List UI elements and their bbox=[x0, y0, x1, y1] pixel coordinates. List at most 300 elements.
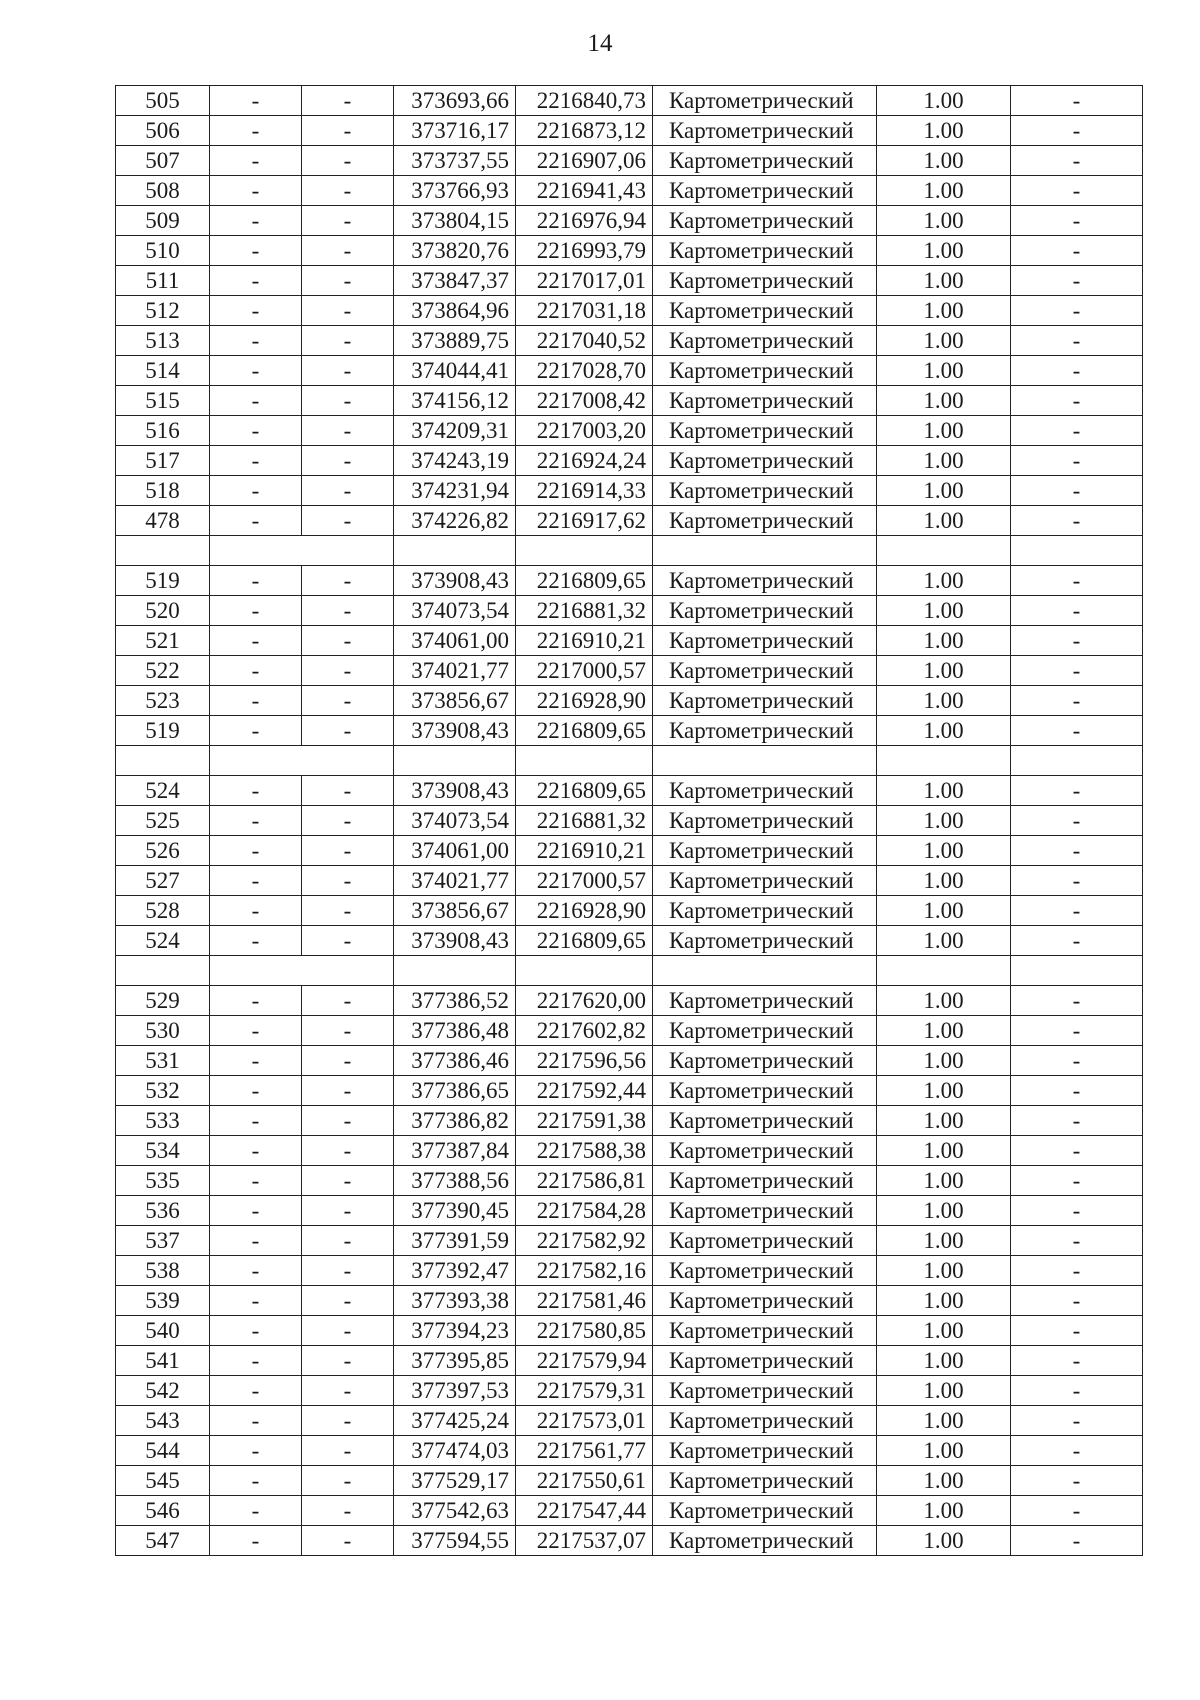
note-cell: - bbox=[1011, 986, 1143, 1016]
note-cell: - bbox=[1011, 1166, 1143, 1196]
y-coordinate-cell: 2217580,85 bbox=[516, 1316, 653, 1346]
point-number-cell: 529 bbox=[116, 986, 210, 1016]
dash-cell: - bbox=[302, 236, 394, 266]
y-coordinate-cell: 2216917,62 bbox=[516, 506, 653, 536]
dash-cell: - bbox=[302, 1406, 394, 1436]
empty-cell bbox=[653, 956, 877, 986]
note-cell: - bbox=[1011, 1226, 1143, 1256]
point-number-cell: 538 bbox=[116, 1256, 210, 1286]
method-cell: Картометрический bbox=[653, 1496, 877, 1526]
y-coordinate-cell: 2217008,42 bbox=[516, 386, 653, 416]
method-cell: Картометрический bbox=[653, 1436, 877, 1466]
method-cell: Картометрический bbox=[653, 926, 877, 956]
x-coordinate-cell: 374156,12 bbox=[394, 386, 516, 416]
note-cell: - bbox=[1011, 566, 1143, 596]
point-number-cell: 534 bbox=[116, 1136, 210, 1166]
table-row bbox=[116, 1406, 1143, 1436]
point-number-cell: 536 bbox=[116, 1196, 210, 1226]
accuracy-cell: 1.00 bbox=[877, 446, 1011, 476]
y-coordinate-cell: 2217581,46 bbox=[516, 1286, 653, 1316]
empty-cell bbox=[394, 956, 516, 986]
dash-cell: - bbox=[302, 1376, 394, 1406]
dash-cell: - bbox=[302, 1166, 394, 1196]
table-row bbox=[116, 506, 1143, 536]
accuracy-cell: 1.00 bbox=[877, 476, 1011, 506]
table-row bbox=[116, 986, 1143, 1016]
dash-cell: - bbox=[210, 776, 302, 806]
method-cell: Картометрический bbox=[653, 716, 877, 746]
method-cell: Картометрический bbox=[653, 1346, 877, 1376]
point-number-cell: 545 bbox=[116, 1466, 210, 1496]
dash-cell: - bbox=[210, 626, 302, 656]
dash-cell: - bbox=[302, 476, 394, 506]
method-cell: Картометрический bbox=[653, 1226, 877, 1256]
y-coordinate-cell: 2217582,92 bbox=[516, 1226, 653, 1256]
dash-cell: - bbox=[210, 806, 302, 836]
y-coordinate-cell: 2217602,82 bbox=[516, 1016, 653, 1046]
accuracy-cell: 1.00 bbox=[877, 326, 1011, 356]
note-cell: - bbox=[1011, 1436, 1143, 1466]
y-coordinate-cell: 2216941,43 bbox=[516, 176, 653, 206]
method-cell: Картометрический bbox=[653, 386, 877, 416]
method-cell: Картометрический bbox=[653, 326, 877, 356]
x-coordinate-cell: 373908,43 bbox=[394, 776, 516, 806]
y-coordinate-cell: 2216910,21 bbox=[516, 626, 653, 656]
x-coordinate-cell: 373864,96 bbox=[394, 296, 516, 326]
dash-cell: - bbox=[302, 326, 394, 356]
y-coordinate-cell: 2217000,57 bbox=[516, 866, 653, 896]
point-number-cell: 547 bbox=[116, 1526, 210, 1556]
note-cell: - bbox=[1011, 1136, 1143, 1166]
y-coordinate-cell: 2217537,07 bbox=[516, 1526, 653, 1556]
dash-cell: - bbox=[302, 416, 394, 446]
table-row bbox=[116, 1316, 1143, 1346]
table-row bbox=[116, 1076, 1143, 1106]
dash-cell: - bbox=[210, 176, 302, 206]
method-cell: Картометрический bbox=[653, 1016, 877, 1046]
x-coordinate-cell: 377386,82 bbox=[394, 1106, 516, 1136]
table-row bbox=[116, 266, 1143, 296]
note-cell: - bbox=[1011, 806, 1143, 836]
accuracy-cell: 1.00 bbox=[877, 1166, 1011, 1196]
dash-cell: - bbox=[210, 1346, 302, 1376]
dash-cell: - bbox=[302, 866, 394, 896]
note-cell: - bbox=[1011, 836, 1143, 866]
x-coordinate-cell: 373737,55 bbox=[394, 146, 516, 176]
x-coordinate-cell: 377391,59 bbox=[394, 1226, 516, 1256]
dash-cell: - bbox=[210, 506, 302, 536]
x-coordinate-cell: 377386,65 bbox=[394, 1076, 516, 1106]
method-cell: Картометрический bbox=[653, 206, 877, 236]
y-coordinate-cell: 2216924,24 bbox=[516, 446, 653, 476]
y-coordinate-cell: 2216928,90 bbox=[516, 896, 653, 926]
x-coordinate-cell: 374073,54 bbox=[394, 806, 516, 836]
point-number-cell: 535 bbox=[116, 1166, 210, 1196]
y-coordinate-cell: 2217000,57 bbox=[516, 656, 653, 686]
point-number-cell: 527 bbox=[116, 866, 210, 896]
dash-cell: - bbox=[210, 986, 302, 1016]
dash-cell: - bbox=[302, 1256, 394, 1286]
x-coordinate-cell: 377542,63 bbox=[394, 1496, 516, 1526]
point-number-cell: 530 bbox=[116, 1016, 210, 1046]
point-number-cell: 521 bbox=[116, 626, 210, 656]
note-cell: - bbox=[1011, 416, 1143, 446]
method-cell: Картометрический bbox=[653, 626, 877, 656]
y-coordinate-cell: 2217579,31 bbox=[516, 1376, 653, 1406]
dash-cell: - bbox=[302, 116, 394, 146]
note-cell: - bbox=[1011, 356, 1143, 386]
dash-cell: - bbox=[210, 566, 302, 596]
empty-cell bbox=[516, 956, 653, 986]
x-coordinate-cell: 374209,31 bbox=[394, 416, 516, 446]
empty-cell bbox=[653, 536, 877, 566]
y-coordinate-cell: 2216976,94 bbox=[516, 206, 653, 236]
method-cell: Картометрический bbox=[653, 1466, 877, 1496]
point-number-cell: 510 bbox=[116, 236, 210, 266]
table-row bbox=[116, 86, 1143, 116]
method-cell: Картометрический bbox=[653, 1376, 877, 1406]
x-coordinate-cell: 377394,23 bbox=[394, 1316, 516, 1346]
note-cell: - bbox=[1011, 116, 1143, 146]
y-coordinate-cell: 2217591,38 bbox=[516, 1106, 653, 1136]
accuracy-cell: 1.00 bbox=[877, 986, 1011, 1016]
point-number-cell: 520 bbox=[116, 596, 210, 626]
method-cell: Картометрический bbox=[653, 86, 877, 116]
accuracy-cell: 1.00 bbox=[877, 206, 1011, 236]
dash-cell: - bbox=[210, 86, 302, 116]
x-coordinate-cell: 373847,37 bbox=[394, 266, 516, 296]
point-number-cell: 543 bbox=[116, 1406, 210, 1436]
y-coordinate-cell: 2217028,70 bbox=[516, 356, 653, 386]
y-coordinate-cell: 2217584,28 bbox=[516, 1196, 653, 1226]
x-coordinate-cell: 373693,66 bbox=[394, 86, 516, 116]
dash-cell: - bbox=[210, 656, 302, 686]
point-number-cell: 507 bbox=[116, 146, 210, 176]
x-coordinate-cell: 377392,47 bbox=[394, 1256, 516, 1286]
table-row bbox=[116, 866, 1143, 896]
y-coordinate-cell: 2217582,16 bbox=[516, 1256, 653, 1286]
x-coordinate-cell: 373766,93 bbox=[394, 176, 516, 206]
x-coordinate-cell: 373856,67 bbox=[394, 686, 516, 716]
method-cell: Картометрический bbox=[653, 1136, 877, 1166]
dash-cell: - bbox=[302, 986, 394, 1016]
x-coordinate-cell: 374021,77 bbox=[394, 656, 516, 686]
note-cell: - bbox=[1011, 926, 1143, 956]
x-coordinate-cell: 373804,15 bbox=[394, 206, 516, 236]
method-cell: Картометрический bbox=[653, 566, 877, 596]
dash-cell: - bbox=[302, 1226, 394, 1256]
x-coordinate-cell: 373908,43 bbox=[394, 716, 516, 746]
note-cell: - bbox=[1011, 86, 1143, 116]
dash-cell: - bbox=[302, 836, 394, 866]
empty-cell bbox=[653, 746, 877, 776]
method-cell: Картометрический bbox=[653, 776, 877, 806]
page-number: 14 bbox=[587, 30, 613, 57]
dash-cell: - bbox=[302, 1046, 394, 1076]
x-coordinate-cell: 373908,43 bbox=[394, 926, 516, 956]
dash-cell: - bbox=[302, 1496, 394, 1526]
point-number-cell: 539 bbox=[116, 1286, 210, 1316]
dash-cell: - bbox=[302, 1436, 394, 1466]
dash-cell: - bbox=[210, 1436, 302, 1466]
method-cell: Картометрический bbox=[653, 866, 877, 896]
table-row bbox=[116, 1196, 1143, 1226]
separator-row bbox=[116, 536, 1143, 566]
note-cell: - bbox=[1011, 596, 1143, 626]
dash-cell: - bbox=[302, 1526, 394, 1556]
x-coordinate-cell: 377388,56 bbox=[394, 1166, 516, 1196]
empty-cell bbox=[516, 746, 653, 776]
accuracy-cell: 1.00 bbox=[877, 1076, 1011, 1106]
y-coordinate-cell: 2217573,01 bbox=[516, 1406, 653, 1436]
note-cell: - bbox=[1011, 326, 1143, 356]
table-row bbox=[116, 416, 1143, 446]
note-cell: - bbox=[1011, 1076, 1143, 1106]
dash-cell: - bbox=[210, 1016, 302, 1046]
method-cell: Картометрический bbox=[653, 446, 877, 476]
dash-cell: - bbox=[302, 206, 394, 236]
x-coordinate-cell: 373716,17 bbox=[394, 116, 516, 146]
y-coordinate-cell: 2216840,73 bbox=[516, 86, 653, 116]
point-number-cell: 522 bbox=[116, 656, 210, 686]
method-cell: Картометрический bbox=[653, 1196, 877, 1226]
dash-cell: - bbox=[210, 296, 302, 326]
table-row bbox=[116, 116, 1143, 146]
y-coordinate-cell: 2217017,01 bbox=[516, 266, 653, 296]
empty-cell bbox=[116, 956, 210, 986]
accuracy-cell: 1.00 bbox=[877, 1496, 1011, 1526]
point-number-cell: 505 bbox=[116, 86, 210, 116]
dash-cell: - bbox=[210, 1106, 302, 1136]
dash-cell: - bbox=[210, 236, 302, 266]
empty-cell bbox=[1011, 956, 1143, 986]
method-cell: Картометрический bbox=[653, 656, 877, 686]
table-row bbox=[116, 566, 1143, 596]
y-coordinate-cell: 2216881,32 bbox=[516, 596, 653, 626]
dash-cell: - bbox=[210, 386, 302, 416]
point-number-cell: 540 bbox=[116, 1316, 210, 1346]
dash-cell: - bbox=[210, 1196, 302, 1226]
table-row bbox=[116, 476, 1143, 506]
table-row bbox=[116, 446, 1143, 476]
y-coordinate-cell: 2216910,21 bbox=[516, 836, 653, 866]
dash-cell: - bbox=[210, 1166, 302, 1196]
method-cell: Картометрический bbox=[653, 686, 877, 716]
table-row bbox=[116, 596, 1143, 626]
x-coordinate-cell: 373889,75 bbox=[394, 326, 516, 356]
dash-cell: - bbox=[302, 506, 394, 536]
note-cell: - bbox=[1011, 386, 1143, 416]
dash-cell: - bbox=[210, 326, 302, 356]
note-cell: - bbox=[1011, 206, 1143, 236]
note-cell: - bbox=[1011, 656, 1143, 686]
empty-cell bbox=[1011, 746, 1143, 776]
note-cell: - bbox=[1011, 1016, 1143, 1046]
method-cell: Картометрический bbox=[653, 1076, 877, 1106]
accuracy-cell: 1.00 bbox=[877, 716, 1011, 746]
dash-cell: - bbox=[302, 1016, 394, 1046]
method-cell: Картометрический bbox=[653, 1526, 877, 1556]
table-row bbox=[116, 1286, 1143, 1316]
note-cell: - bbox=[1011, 1196, 1143, 1226]
accuracy-cell: 1.00 bbox=[877, 416, 1011, 446]
point-number-cell: 478 bbox=[116, 506, 210, 536]
method-cell: Картометрический bbox=[653, 176, 877, 206]
point-number-cell: 526 bbox=[116, 836, 210, 866]
point-number-cell: 519 bbox=[116, 566, 210, 596]
accuracy-cell: 1.00 bbox=[877, 506, 1011, 536]
empty-cell bbox=[877, 956, 1011, 986]
dash-cell: - bbox=[210, 146, 302, 176]
note-cell: - bbox=[1011, 1316, 1143, 1346]
note-cell: - bbox=[1011, 1346, 1143, 1376]
method-cell: Картометрический bbox=[653, 416, 877, 446]
point-number-cell: 546 bbox=[116, 1496, 210, 1526]
accuracy-cell: 1.00 bbox=[877, 1316, 1011, 1346]
table-row bbox=[116, 656, 1143, 686]
note-cell: - bbox=[1011, 776, 1143, 806]
table-row bbox=[116, 1166, 1143, 1196]
dash-cell: - bbox=[210, 596, 302, 626]
dash-cell: - bbox=[302, 896, 394, 926]
accuracy-cell: 1.00 bbox=[877, 626, 1011, 656]
dash-cell: - bbox=[210, 686, 302, 716]
point-number-cell: 513 bbox=[116, 326, 210, 356]
accuracy-cell: 1.00 bbox=[877, 1436, 1011, 1466]
dash-cell: - bbox=[302, 626, 394, 656]
table-row bbox=[116, 926, 1143, 956]
dash-cell: - bbox=[210, 266, 302, 296]
dash-cell: - bbox=[210, 716, 302, 746]
accuracy-cell: 1.00 bbox=[877, 1016, 1011, 1046]
accuracy-cell: 1.00 bbox=[877, 356, 1011, 386]
dash-cell: - bbox=[302, 1106, 394, 1136]
point-number-cell: 544 bbox=[116, 1436, 210, 1466]
point-number-cell: 532 bbox=[116, 1076, 210, 1106]
y-coordinate-cell: 2217596,56 bbox=[516, 1046, 653, 1076]
table-row bbox=[116, 1346, 1143, 1376]
method-cell: Картометрический bbox=[653, 1046, 877, 1076]
accuracy-cell: 1.00 bbox=[877, 236, 1011, 266]
x-coordinate-cell: 377386,46 bbox=[394, 1046, 516, 1076]
x-coordinate-cell: 374243,19 bbox=[394, 446, 516, 476]
dash-cell: - bbox=[302, 806, 394, 836]
point-number-cell: 525 bbox=[116, 806, 210, 836]
table-row bbox=[116, 896, 1143, 926]
method-cell: Картометрический bbox=[653, 986, 877, 1016]
y-coordinate-cell: 2217579,94 bbox=[516, 1346, 653, 1376]
point-number-cell: 512 bbox=[116, 296, 210, 326]
dash-cell: - bbox=[210, 1076, 302, 1106]
table-row bbox=[116, 686, 1143, 716]
dash-cell: - bbox=[302, 356, 394, 386]
x-coordinate-cell: 377386,48 bbox=[394, 1016, 516, 1046]
table-row bbox=[116, 356, 1143, 386]
x-coordinate-cell: 377594,55 bbox=[394, 1526, 516, 1556]
accuracy-cell: 1.00 bbox=[877, 566, 1011, 596]
accuracy-cell: 1.00 bbox=[877, 116, 1011, 146]
accuracy-cell: 1.00 bbox=[877, 86, 1011, 116]
separator-row bbox=[116, 746, 1143, 776]
dash-cell: - bbox=[210, 476, 302, 506]
accuracy-cell: 1.00 bbox=[877, 1256, 1011, 1286]
accuracy-cell: 1.00 bbox=[877, 1376, 1011, 1406]
x-coordinate-cell: 374231,94 bbox=[394, 476, 516, 506]
x-coordinate-cell: 377474,03 bbox=[394, 1436, 516, 1466]
dash-cell: - bbox=[210, 416, 302, 446]
coordinates-table-body bbox=[116, 86, 1143, 1556]
y-coordinate-cell: 2216907,06 bbox=[516, 146, 653, 176]
accuracy-cell: 1.00 bbox=[877, 176, 1011, 206]
table-row bbox=[116, 716, 1143, 746]
x-coordinate-cell: 373856,67 bbox=[394, 896, 516, 926]
dash-cell: - bbox=[210, 1316, 302, 1346]
point-number-cell: 541 bbox=[116, 1346, 210, 1376]
accuracy-cell: 1.00 bbox=[877, 1526, 1011, 1556]
x-coordinate-cell: 377529,17 bbox=[394, 1466, 516, 1496]
x-coordinate-cell: 373820,76 bbox=[394, 236, 516, 266]
y-coordinate-cell: 2217620,00 bbox=[516, 986, 653, 1016]
dash-cell: - bbox=[210, 1376, 302, 1406]
dash-cell: - bbox=[302, 596, 394, 626]
table-row bbox=[116, 1376, 1143, 1406]
method-cell: Картометрический bbox=[653, 476, 877, 506]
dash-cell: - bbox=[210, 206, 302, 236]
accuracy-cell: 1.00 bbox=[877, 1136, 1011, 1166]
accuracy-cell: 1.00 bbox=[877, 596, 1011, 626]
empty-cell bbox=[516, 536, 653, 566]
method-cell: Картометрический bbox=[653, 356, 877, 386]
point-number-cell: 531 bbox=[116, 1046, 210, 1076]
y-coordinate-cell: 2217588,38 bbox=[516, 1136, 653, 1166]
table-row bbox=[116, 1106, 1143, 1136]
separator-row bbox=[116, 956, 1143, 986]
y-coordinate-cell: 2216809,65 bbox=[516, 566, 653, 596]
dash-cell: - bbox=[302, 656, 394, 686]
note-cell: - bbox=[1011, 446, 1143, 476]
method-cell: Картометрический bbox=[653, 1286, 877, 1316]
dash-cell: - bbox=[302, 1286, 394, 1316]
y-coordinate-cell: 2217592,44 bbox=[516, 1076, 653, 1106]
method-cell: Картометрический bbox=[653, 1106, 877, 1136]
method-cell: Картометрический bbox=[653, 266, 877, 296]
accuracy-cell: 1.00 bbox=[877, 686, 1011, 716]
point-number-cell: 524 bbox=[116, 926, 210, 956]
accuracy-cell: 1.00 bbox=[877, 1466, 1011, 1496]
accuracy-cell: 1.00 bbox=[877, 296, 1011, 326]
note-cell: - bbox=[1011, 686, 1143, 716]
accuracy-cell: 1.00 bbox=[877, 266, 1011, 296]
note-cell: - bbox=[1011, 1286, 1143, 1316]
point-number-cell: 518 bbox=[116, 476, 210, 506]
dash-cell: - bbox=[302, 926, 394, 956]
accuracy-cell: 1.00 bbox=[877, 776, 1011, 806]
dash-cell: - bbox=[302, 686, 394, 716]
table-row bbox=[116, 836, 1143, 866]
x-coordinate-cell: 374044,41 bbox=[394, 356, 516, 386]
table-row bbox=[116, 806, 1143, 836]
dash-cell: - bbox=[302, 146, 394, 176]
table-row bbox=[116, 1226, 1143, 1256]
accuracy-cell: 1.00 bbox=[877, 1226, 1011, 1256]
point-number-cell: 537 bbox=[116, 1226, 210, 1256]
empty-cell bbox=[116, 746, 210, 776]
note-cell: - bbox=[1011, 476, 1143, 506]
x-coordinate-cell: 377390,45 bbox=[394, 1196, 516, 1226]
accuracy-cell: 1.00 bbox=[877, 146, 1011, 176]
y-coordinate-cell: 2216993,79 bbox=[516, 236, 653, 266]
point-number-cell: 517 bbox=[116, 446, 210, 476]
